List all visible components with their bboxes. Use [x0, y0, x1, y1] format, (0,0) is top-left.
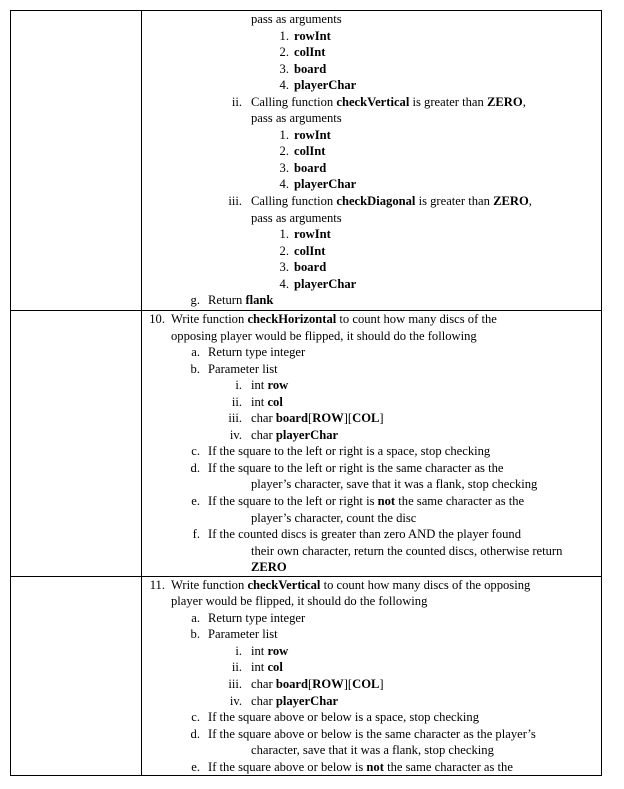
list-marker: 2. [279, 144, 289, 159]
text-run: , [528, 194, 532, 209]
list-marker: iii. [228, 677, 242, 692]
text-line [142, 493, 601, 510]
bold-term: board [275, 677, 309, 692]
line-text [251, 510, 416, 527]
list-marker: f. [192, 527, 200, 542]
text-run: ][ [343, 677, 353, 692]
text-run: character, save that it was a flank, stop checking [251, 743, 494, 758]
text-run: pass as arguments [251, 210, 342, 225]
text-run: Parameter list [208, 627, 278, 642]
list-marker: iii. [228, 411, 242, 426]
line-text [208, 493, 524, 510]
list-marker: 2. [279, 45, 289, 60]
text-line [142, 176, 601, 193]
bold-term: not [377, 494, 396, 509]
list-marker: c. [191, 444, 200, 459]
list-marker: c. [191, 710, 200, 725]
text-run: [ [308, 411, 313, 426]
line-text [294, 28, 331, 45]
text-line [142, 259, 601, 276]
text-run: If the square to the left or right is a space, stop checking [208, 444, 491, 459]
text-line [142, 526, 601, 543]
bold-term: not [366, 759, 384, 774]
list-marker: iv. [229, 693, 242, 708]
text-run: Parameter list [208, 361, 278, 376]
text-run: int [251, 394, 268, 409]
text-line [142, 328, 601, 345]
line-text [208, 443, 490, 460]
text-line [142, 394, 601, 411]
text-run: Return [208, 293, 246, 308]
line-text [251, 410, 384, 427]
text-run: Calling function [251, 194, 337, 209]
text-line [142, 311, 601, 328]
text-run: the same character as the [383, 759, 513, 774]
bold-term: playerChar [294, 78, 357, 93]
text-run: to count how many discs of the [336, 312, 497, 326]
text-run: Write function [171, 312, 248, 326]
text-line [142, 377, 601, 394]
text-line [142, 709, 601, 726]
list-marker: 3. [279, 260, 289, 275]
list-marker: 3. [279, 61, 289, 76]
text-line [142, 94, 601, 111]
bold-term: colInt [294, 45, 326, 60]
line-text [294, 77, 356, 94]
list-marker: iii. [228, 194, 242, 209]
text-run: the same character as the [395, 494, 525, 509]
list-marker: a. [191, 345, 200, 360]
list-marker: iv. [229, 427, 242, 442]
list-marker: 1. [279, 227, 289, 242]
line-text [208, 610, 305, 627]
text-run: ] [379, 411, 384, 426]
list-marker: ii. [231, 94, 242, 109]
bold-term: playerChar [294, 177, 357, 192]
text-run: , [522, 94, 526, 109]
text-line [142, 193, 601, 210]
line-text [294, 143, 325, 160]
text-line [142, 210, 601, 227]
bold-term: row [267, 643, 289, 658]
line-text [294, 176, 356, 193]
list-marker: 4. [279, 78, 289, 93]
list-marker: d. [190, 460, 200, 475]
bold-term: checkHorizontal [247, 312, 337, 326]
text-run: Write function [171, 577, 248, 592]
bold-term: col [267, 394, 283, 409]
text-line [142, 676, 601, 693]
text-run: Return type integer [208, 610, 306, 625]
list-marker: 11. [149, 577, 165, 592]
text-run: char [251, 411, 276, 426]
list-marker: a. [191, 610, 200, 625]
bold-term: ROW [312, 677, 344, 692]
line-text [251, 11, 342, 28]
list-marker: ii. [231, 660, 242, 675]
text-run: opposing player would be flipped, it should do the following [171, 328, 477, 343]
line-text [251, 394, 283, 411]
text-line [142, 28, 601, 45]
text-line [142, 443, 601, 460]
text-run: to count how many discs of the opposing [320, 577, 531, 592]
line-text [208, 526, 521, 543]
list-marker: 1. [279, 127, 289, 142]
line-text [251, 377, 288, 394]
bold-term: flank [245, 293, 274, 308]
bold-term: row [267, 378, 289, 393]
line-text [251, 643, 288, 660]
bold-term: ZERO [251, 560, 287, 575]
line-text [208, 709, 479, 726]
text-line [142, 593, 601, 610]
line-text [251, 676, 384, 693]
list-marker: 4. [279, 276, 289, 291]
line-text [171, 577, 530, 594]
line-text [251, 559, 287, 576]
text-line [142, 226, 601, 243]
text-run: char [251, 427, 276, 442]
instructions-table [10, 10, 602, 776]
bold-term: checkVertical [247, 577, 321, 592]
line-text [294, 243, 325, 260]
bold-term: rowInt [294, 127, 331, 142]
text-run: If the square to the left or right is the same character as the [208, 460, 504, 475]
line-text [251, 210, 342, 227]
text-line [142, 276, 601, 293]
text-run: is greater than [409, 94, 487, 109]
text-run: char [251, 677, 276, 692]
text-line [142, 643, 601, 660]
text-line [142, 759, 601, 776]
line-text [294, 259, 326, 276]
content-cell [142, 311, 602, 577]
line-text [171, 593, 427, 610]
bold-term: board [294, 61, 327, 76]
text-line [142, 460, 601, 477]
list-marker: g. [190, 293, 200, 308]
text-line [142, 659, 601, 676]
list-marker: 1. [279, 28, 289, 43]
text-line [142, 160, 601, 177]
line-text [294, 276, 356, 293]
table-row [11, 11, 602, 311]
text-run: player’s character, count the disc [251, 510, 417, 525]
text-run: player would be flipped, it should do the following [171, 594, 428, 609]
bold-term: playerChar [275, 693, 339, 708]
text-run: ] [379, 677, 384, 692]
line-text [251, 742, 494, 759]
bold-term: rowInt [294, 28, 331, 43]
bold-term: board [275, 411, 309, 426]
bold-term: rowInt [294, 227, 331, 242]
text-line [142, 110, 601, 127]
list-marker: b. [190, 627, 200, 642]
line-text [171, 328, 477, 345]
list-marker: i. [235, 378, 242, 393]
text-line [142, 626, 601, 643]
list-marker: b. [190, 361, 200, 376]
text-line [142, 610, 601, 627]
text-run: Calling function [251, 94, 337, 109]
list-marker: e. [191, 494, 200, 509]
text-line [142, 510, 601, 527]
line-text [208, 626, 278, 643]
bold-term: checkVertical [336, 94, 410, 109]
line-text [251, 476, 537, 493]
bold-term: board [294, 160, 327, 175]
text-run: If the square above or below is a space, stop checking [208, 710, 480, 725]
text-line [142, 559, 601, 576]
list-marker: 2. [279, 243, 289, 258]
left-cell [11, 11, 142, 311]
table-row [11, 576, 602, 776]
text-run: their own character, return the counted discs, otherwise return [251, 543, 563, 558]
line-text [208, 460, 503, 477]
line-text [208, 344, 305, 361]
text-run: If the square above or below is the same character as the player’s [208, 726, 536, 741]
line-text [208, 726, 536, 743]
line-text [208, 292, 273, 309]
bold-term: ZERO [486, 94, 523, 109]
text-line [142, 361, 601, 378]
text-line [142, 476, 601, 493]
text-line [142, 693, 601, 710]
line-text [251, 193, 532, 210]
text-line [142, 742, 601, 759]
text-line [142, 543, 601, 560]
list-marker: ii. [231, 394, 242, 409]
text-line [142, 344, 601, 361]
bold-term: board [294, 260, 327, 275]
bold-term: playerChar [275, 427, 339, 442]
bold-term: playerChar [294, 276, 357, 291]
text-line [142, 577, 601, 594]
line-text [294, 127, 331, 144]
text-line [142, 410, 601, 427]
bold-term: ZERO [493, 194, 529, 209]
bold-term: colInt [294, 144, 326, 159]
line-text [251, 427, 338, 444]
text-run: int [251, 378, 268, 393]
line-text [171, 311, 497, 328]
content-cell [142, 11, 602, 311]
list-marker: i. [235, 643, 242, 658]
text-line [142, 77, 601, 94]
line-text [251, 94, 526, 111]
text-run: If the square to the left or right is [208, 494, 378, 509]
content-cell [142, 576, 602, 776]
text-line [142, 127, 601, 144]
text-line [142, 11, 601, 28]
text-line [142, 726, 601, 743]
text-run: ][ [343, 411, 353, 426]
line-text [208, 361, 278, 378]
text-run: is greater than [415, 194, 494, 209]
list-marker: d. [190, 726, 200, 741]
list-marker: 10. [149, 312, 165, 326]
bold-term: col [267, 660, 283, 675]
text-run: [ [308, 677, 313, 692]
text-run: int [251, 643, 268, 658]
text-run: If the counted discs is greater than zero AND the player found [208, 527, 521, 542]
text-line [142, 243, 601, 260]
list-marker: e. [191, 759, 200, 774]
line-text [294, 44, 325, 61]
text-run: int [251, 660, 268, 675]
bold-term: checkDiagonal [336, 194, 416, 209]
text-run: pass as arguments [251, 12, 342, 26]
bold-term: COL [352, 677, 380, 692]
left-cell [11, 576, 142, 776]
line-text [294, 226, 331, 243]
bold-term: colInt [294, 243, 326, 258]
line-text [251, 543, 562, 560]
line-text [294, 160, 326, 177]
text-line [142, 292, 601, 309]
text-run: pass as arguments [251, 111, 342, 126]
table-row [11, 311, 602, 577]
line-text [251, 110, 342, 127]
text-run: Return type integer [208, 345, 306, 360]
text-run: char [251, 693, 276, 708]
left-cell [11, 311, 142, 577]
line-text [294, 61, 326, 78]
bold-term: ROW [312, 411, 344, 426]
text-run: player’s character, save that it was a flank, stop checking [251, 477, 538, 492]
line-text [251, 659, 283, 676]
text-line [142, 44, 601, 61]
line-text [208, 759, 513, 776]
list-marker: 3. [279, 160, 289, 175]
text-line [142, 427, 601, 444]
text-line [142, 143, 601, 160]
list-marker: 4. [279, 177, 289, 192]
text-run: If the square above or below is [208, 759, 367, 774]
bold-term: COL [352, 411, 380, 426]
line-text [251, 693, 338, 710]
text-line [142, 61, 601, 78]
